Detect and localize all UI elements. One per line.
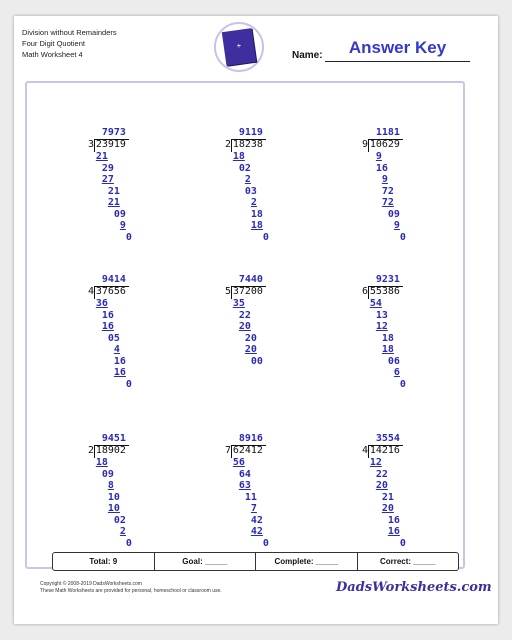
product-step: 2 <box>250 197 257 208</box>
remainder-step: 0 <box>262 537 269 549</box>
product-step: 56 <box>232 457 245 468</box>
remainder-step: 21 <box>107 185 120 197</box>
product-step: 18 <box>232 151 245 162</box>
divisor: 9 <box>362 139 369 150</box>
product-step: 7 <box>250 503 257 514</box>
product-step: 16 <box>101 321 114 332</box>
remainder-step: 0 <box>399 231 406 243</box>
divisor: 7 <box>225 445 232 456</box>
division-problem <box>225 274 315 414</box>
quotient: 7440 <box>238 274 263 285</box>
remainder-step: 10 <box>107 491 120 503</box>
remainder-step: 22 <box>238 309 251 321</box>
dividend: 62412 <box>232 445 263 456</box>
remainder-step: 05 <box>107 332 120 344</box>
remainder-step: 16 <box>101 309 114 321</box>
remainder-step: 18 <box>250 208 263 220</box>
remainder-step: 21 <box>381 491 394 503</box>
remainder-step: 0 <box>399 537 406 549</box>
product-step: 9 <box>375 151 382 162</box>
quotient: 7973 <box>101 127 126 138</box>
worksheet-title: Division without Remainders <box>22 28 117 37</box>
product-step: 35 <box>232 298 245 309</box>
divisor: 4 <box>88 286 95 297</box>
product-step: 16 <box>387 526 400 537</box>
dividend: 14216 <box>369 445 400 456</box>
product-step: 20 <box>375 480 388 491</box>
division-problem <box>225 127 315 267</box>
remainder-step: 20 <box>244 332 257 344</box>
total-cell: Total: 9 <box>53 553 155 570</box>
quotient: 3554 <box>375 433 400 444</box>
remainder-step: 0 <box>262 231 269 243</box>
worksheet-title-block <box>22 27 117 60</box>
quotient: 1181 <box>375 127 400 138</box>
product-step: 4 <box>113 344 120 355</box>
product-step: 9 <box>119 220 126 231</box>
product-step: 72 <box>381 197 394 208</box>
product-step: 16 <box>113 367 126 378</box>
complete-cell: Complete: _____ <box>256 553 358 570</box>
divisor: 2 <box>88 445 95 456</box>
remainder-step: 03 <box>244 185 257 197</box>
dividend: 10629 <box>369 139 400 150</box>
product-step: 63 <box>238 480 251 491</box>
product-step: 27 <box>101 174 114 185</box>
product-step: 9 <box>381 174 388 185</box>
product-step: 18 <box>95 457 108 468</box>
product-step: 2 <box>119 526 126 537</box>
logo-dice-icon: ÷ <box>222 28 256 66</box>
worksheet-number: Math Worksheet 4 <box>22 50 83 59</box>
dividend: 23919 <box>95 139 126 150</box>
division-problem <box>88 127 178 267</box>
remainder-step: 13 <box>375 309 388 321</box>
quotient: 9119 <box>238 127 263 138</box>
product-step: 54 <box>369 298 382 309</box>
remainder-step: 0 <box>125 378 132 390</box>
answer-key-label: Answer Key <box>348 38 447 57</box>
goal-cell: Goal: _____ <box>155 553 257 570</box>
divisor: 4 <box>362 445 369 456</box>
remainder-step: 0 <box>125 537 132 549</box>
quotient: 8916 <box>238 433 263 444</box>
brand-logo: DadsWorksheets.com <box>336 580 492 595</box>
remainder-step: 18 <box>381 332 394 344</box>
remainder-step: 06 <box>387 355 400 367</box>
copyright-block <box>40 581 222 595</box>
product-step: 12 <box>375 321 388 332</box>
remainder-step: 00 <box>250 355 263 367</box>
remainder-step: 02 <box>113 514 126 526</box>
remainder-step: 0 <box>399 378 406 390</box>
quotient: 9231 <box>375 274 400 285</box>
copyright-line: Copyright © 2008-2019 DadsWorksheets.com <box>40 581 142 587</box>
product-step: 20 <box>381 503 394 514</box>
remainder-step: 16 <box>387 514 400 526</box>
divisor: 3 <box>88 139 95 150</box>
dividend: 37656 <box>95 286 126 297</box>
division-problem <box>88 274 178 414</box>
remainder-step: 11 <box>244 491 257 503</box>
product-step: 6 <box>393 367 400 378</box>
remainder-step: 02 <box>238 162 251 174</box>
product-step: 18 <box>381 344 394 355</box>
product-step: 20 <box>244 344 257 355</box>
remainder-step: 09 <box>101 468 114 480</box>
product-step: 8 <box>107 480 114 491</box>
product-step: 10 <box>107 503 120 514</box>
remainder-step: 16 <box>375 162 388 174</box>
divisor: 6 <box>362 286 369 297</box>
remainder-step: 09 <box>113 208 126 220</box>
dividend: 55386 <box>369 286 400 297</box>
usage-line: These Math Worksheets are provided for personal, homeschool or classroom use. <box>40 588 222 594</box>
divisor: 2 <box>225 139 232 150</box>
name-label: Name: <box>292 50 323 61</box>
divisor: 5 <box>225 286 232 297</box>
product-step: 2 <box>244 174 251 185</box>
quotient: 9414 <box>101 274 126 285</box>
score-footer <box>52 552 459 571</box>
dividend: 18238 <box>232 139 263 150</box>
product-step: 18 <box>250 220 263 231</box>
product-step: 9 <box>393 220 400 231</box>
correct-cell: Correct: _____ <box>379 557 436 566</box>
product-step: 20 <box>238 321 251 332</box>
quotient: 9451 <box>101 433 126 444</box>
product-step: 12 <box>369 457 382 468</box>
worksheet-logo <box>214 22 264 72</box>
product-step: 21 <box>107 197 120 208</box>
remainder-step: 16 <box>113 355 126 367</box>
product-step: 21 <box>95 151 108 162</box>
dividend: 37200 <box>232 286 263 297</box>
worksheet-subtitle: Four Digit Quotient <box>22 39 85 48</box>
remainder-step: 42 <box>250 514 263 526</box>
remainder-step: 09 <box>387 208 400 220</box>
division-problem <box>362 127 452 267</box>
remainder-step: 22 <box>375 468 388 480</box>
product-step: 42 <box>250 526 263 537</box>
division-problem <box>362 274 452 414</box>
remainder-step: 0 <box>125 231 132 243</box>
name-field-line <box>325 61 470 62</box>
remainder-step: 29 <box>101 162 114 174</box>
dividend: 18902 <box>95 445 126 456</box>
product-step: 36 <box>95 298 108 309</box>
remainder-step: 64 <box>238 468 251 480</box>
remainder-step: 72 <box>381 185 394 197</box>
